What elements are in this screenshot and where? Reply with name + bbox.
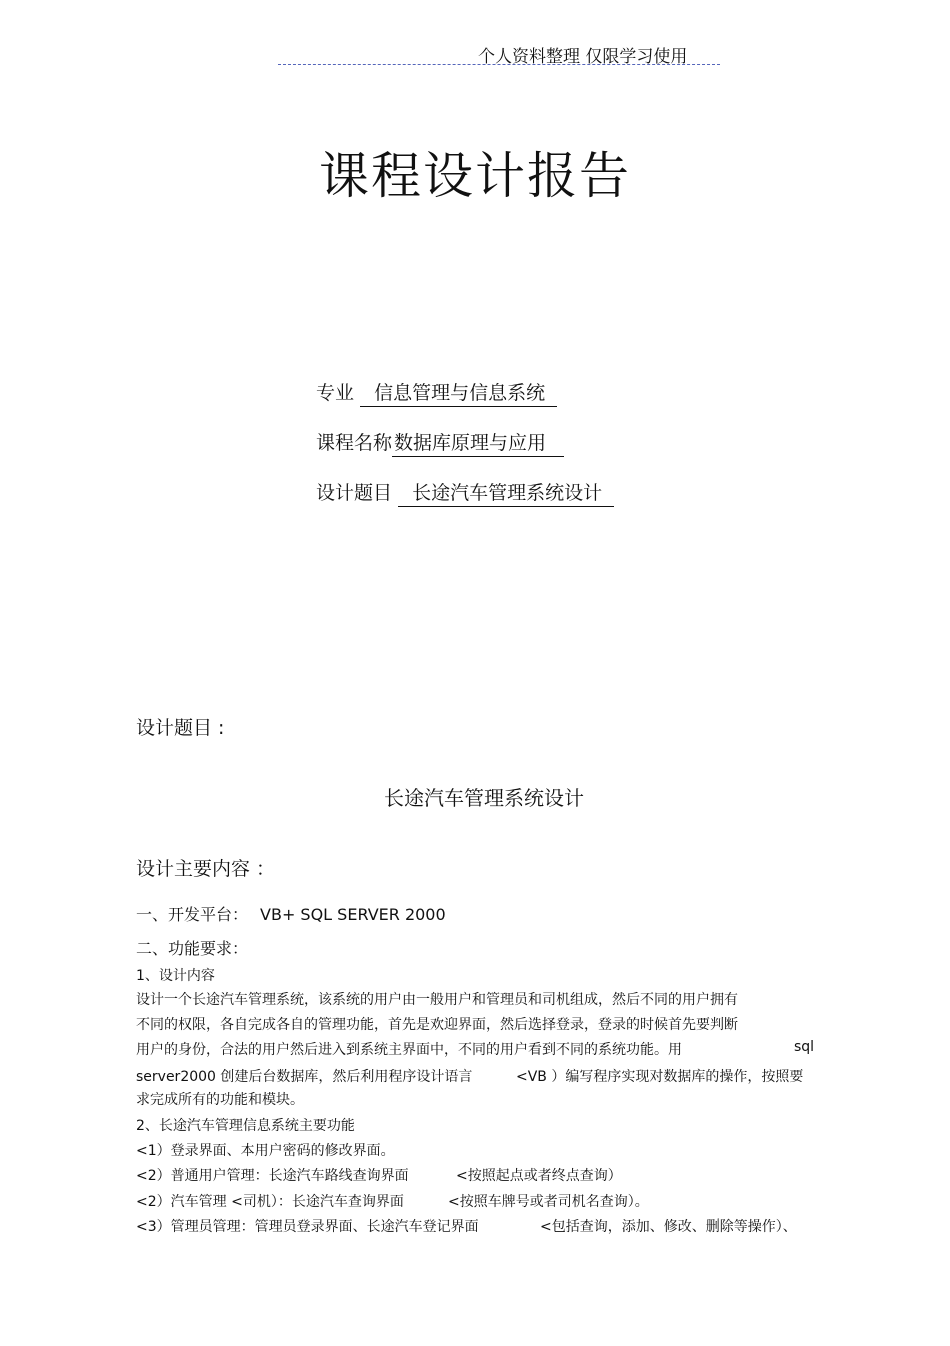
function-item-1: <1）登录界面、本用户密码的修改界面。	[136, 1143, 395, 1159]
section-topic-value: 长途汽车管理系统设计	[384, 786, 584, 810]
paragraph-line-3-text: 用户的身份，合法的用户然后进入到系统主界面中，不同的用户看到不同的系统功能。用	[136, 1042, 682, 1058]
document-title: 课程设计报告	[319, 147, 631, 205]
paragraph-line-4a: server2000 创建后台数据库，然后利用程序设计语言	[136, 1069, 473, 1085]
header-note-text: 个人资料整理 仅限学习使用	[478, 47, 688, 67]
platform-value: VB+ SQL SERVER 2000	[260, 905, 446, 924]
info-course	[316, 428, 564, 455]
paragraph-line-3	[136, 1039, 682, 1059]
info-topic	[316, 478, 614, 505]
design-content-heading: 1、设计内容	[136, 968, 215, 984]
paragraph-line-4	[136, 1066, 472, 1086]
course-label: 课程名称	[316, 432, 393, 454]
paragraph-line-1: 设计一个长途汽车管理系统，该系统的用户由一般用户和管理员和司机组成，然后不同的用户拥有	[136, 992, 738, 1008]
section-content-label: 设计主要内容 ：	[136, 858, 276, 880]
course-value: 数据库原理与应用	[392, 432, 564, 457]
function-item-2: <2）普通用户管理：长途汽车路线查询界面	[136, 1168, 409, 1184]
function-item-2-note: <按照起点或者终点查询）	[456, 1168, 622, 1184]
topic-value: 长途汽车管理系统设计	[398, 482, 614, 507]
paragraph-line-2: 不同的权限，各自完成各自的管理功能，首先是欢迎界面，然后选择登录，登录的时候首先要判断	[136, 1017, 738, 1033]
function-item-4-note: <包括查询，添加、修改、删除等操作）、	[540, 1219, 797, 1235]
header-note	[278, 40, 720, 65]
platform-line	[136, 902, 446, 925]
major-label: 专业	[316, 382, 355, 404]
paragraph-line-5: 求完成所有的功能和模块。	[136, 1092, 304, 1108]
topic-label: 设计题目	[316, 482, 393, 504]
paragraph-sql: sql	[794, 1039, 815, 1055]
section-topic-label: 设计题目 :	[136, 717, 225, 739]
major-value: 信息管理与信息系统	[360, 382, 557, 407]
function-item-3-note: <按照车牌号或者司机名查询）。	[448, 1194, 649, 1210]
platform-label: 一、开发平台：	[136, 905, 249, 924]
function-label: 二、功能要求：	[136, 939, 249, 958]
info-major	[316, 378, 557, 405]
function-item-3: <2）汽车管理 <司机）：长途汽车查询界面	[136, 1194, 404, 1210]
main-functions-heading: 2、长途汽车管理信息系统主要功能	[136, 1118, 355, 1134]
function-item-4: <3）管理员管理：管理员登录界面、长途汽车登记界面	[136, 1219, 479, 1235]
paragraph-line-4b: <VB ）编写程序实现对数据库的操作，按照要	[516, 1069, 804, 1085]
